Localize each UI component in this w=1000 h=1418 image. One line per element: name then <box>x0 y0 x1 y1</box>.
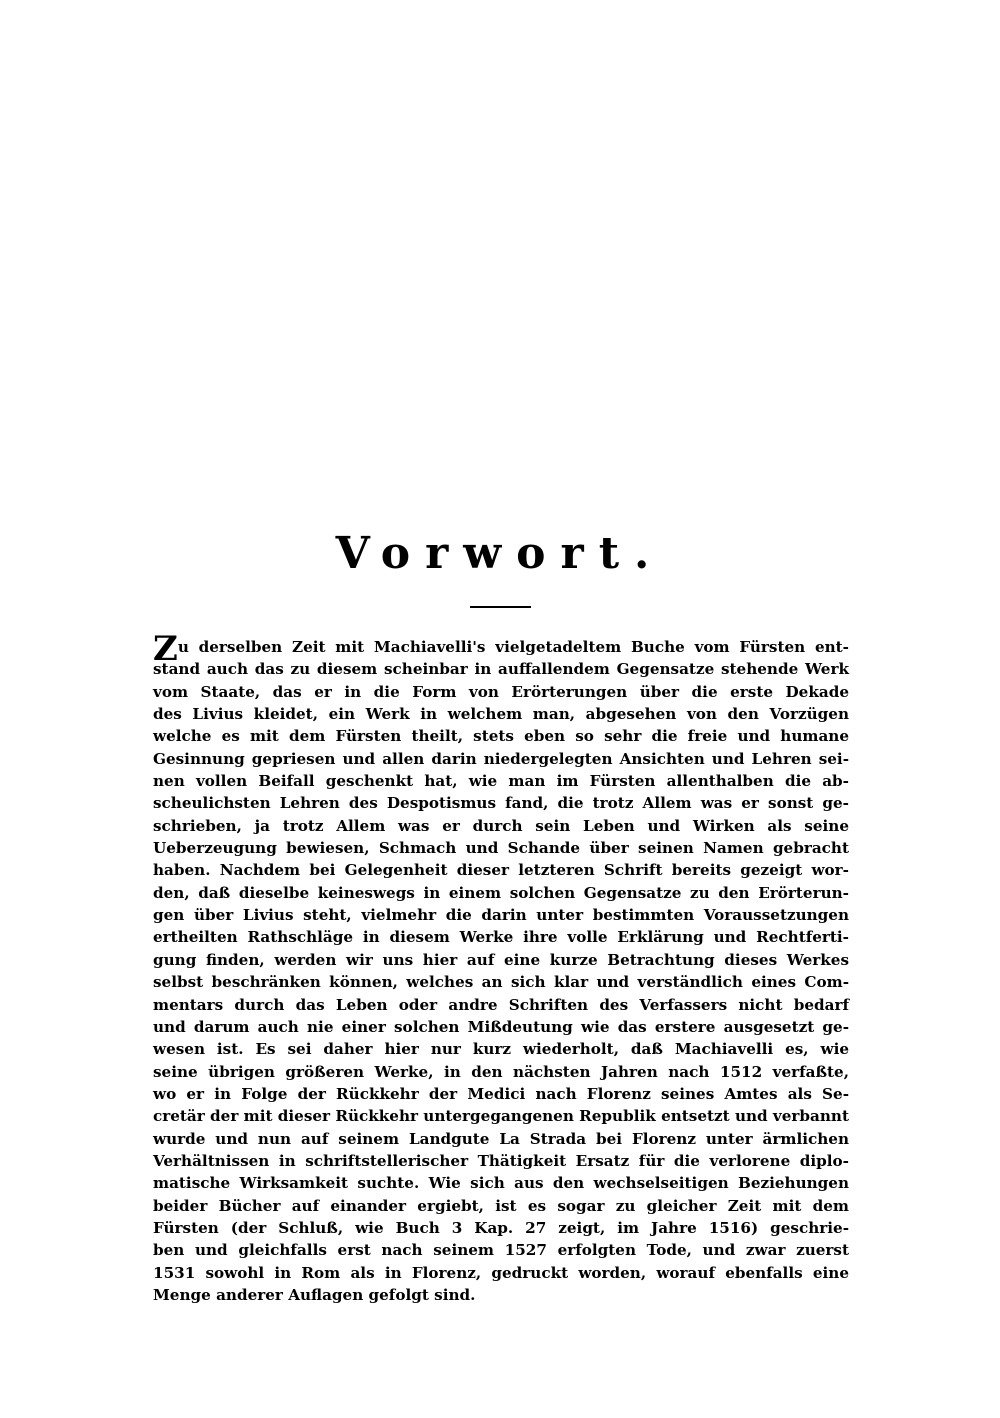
text-line: ertheilten Rathschläge in diesem Werke ihre volle Erklärung und Rechtferti- <box>153 928 849 947</box>
text-line: ben und gleichfalls erst nach seinem 1527 erfolgten Tode, und zwar zuerst <box>153 1241 849 1260</box>
text-line: gen über Livius steht, vielmehr die darin unter bestimmten Voraussetzungen <box>153 906 849 925</box>
text-line: welche es mit dem Fürsten theilt, stets eben so sehr die freie und humane <box>153 727 849 746</box>
text-line: Gesinnung gepriesen und allen darin niedergelegten Ansichten und Lehren sei- <box>153 749 849 768</box>
text-line: Menge anderer Auflagen gefolgt sind. <box>153 1285 476 1304</box>
text-line: Ueberzeugung bewiesen, Schmach und Schande über seinen Namen gebracht <box>153 839 849 858</box>
text-line: scheulichsten Lehren des Despotismus fand, die trotz Allem was er sonst ge- <box>153 794 849 813</box>
text-line: beider Bücher auf einander ergiebt, ist es sogar zu gleicher Zeit mit dem <box>153 1196 849 1215</box>
text-line: seine übrigen größeren Werke, in den nächsten Jahren nach 1512 verfaßte, <box>153 1062 849 1081</box>
text-line: matische Wirksamkeit suchte. Wie sich aus den wechselseitigen Beziehungen <box>153 1174 849 1193</box>
text-line: 1531 sowohl in Rom als in Florenz, gedruckt worden, worauf ebenfalls eine <box>153 1263 849 1282</box>
text-line: Verhältnissen in schriftstellerischer Thätigkeit Ersatz für die verlorene diplo- <box>153 1151 849 1170</box>
text-line: stand auch das zu diesem scheinbar in auffallendem Gegensatze stehende Werk <box>153 660 849 679</box>
preface-paragraph <box>153 629 849 1306</box>
text-line: mentars durch das Leben oder andre Schriften des Verfassers nicht bedarf <box>153 995 849 1014</box>
drop-cap: Z <box>153 629 178 669</box>
text-line: gung finden, werden wir uns hier auf eine kurze Betrachtung dieses Werkes <box>153 950 849 969</box>
text-line: wurde und nun auf seinem Landgute La Strada bei Florenz unter ärmlichen <box>153 1129 849 1148</box>
text-line: wesen ist. Es sei daher hier nur kurz wiederholt, daß Machiavelli es, wie <box>153 1040 849 1059</box>
text-line: Fürsten (der Schluß, wie Buch 3 Kap. 27 zeigt, im Jahre 1516) geschrie- <box>153 1218 849 1237</box>
text-line: vom Staate, das er in die Form von Erörterungen über die erste Dekade <box>153 682 849 701</box>
text-line: und darum auch nie einer solchen Mißdeutung wie das erstere ausgesetzt ge- <box>153 1017 849 1036</box>
title-divider <box>470 606 531 608</box>
text-line: haben. Nachdem bei Gelegenheit dieser letzteren Schrift bereits gezeigt wor- <box>153 861 849 880</box>
text-line: schrieben, ja trotz Allem was er durch sein Leben und Wirken als seine <box>153 816 849 835</box>
text-line: cretär der mit dieser Rückkehr untergegangenen Republik entsetzt und verbannt <box>153 1107 849 1126</box>
text-line: wo er in Folge der Rückkehr der Medici nach Florenz seines Amtes als Se- <box>153 1084 849 1103</box>
text-line: selbst beschränken können, welches an sich klar und verständlich eines Com- <box>153 973 849 992</box>
text-line: Zu derselben Zeit mit Machiavelli's vielgetadeltem Buche vom Fürsten ent- <box>153 629 849 669</box>
text-line: nen vollen Beifall geschenkt hat, wie man im Fürsten allenthalben die ab- <box>153 772 849 791</box>
page-title: Vorwort. <box>335 528 665 579</box>
text-line: des Livius kleidet, ein Werk in welchem man, abgesehen von den Vorzügen <box>153 705 849 724</box>
text-line: den, daß dieselbe keineswegs in einem solchen Gegensatze zu den Erörterun- <box>153 883 849 902</box>
